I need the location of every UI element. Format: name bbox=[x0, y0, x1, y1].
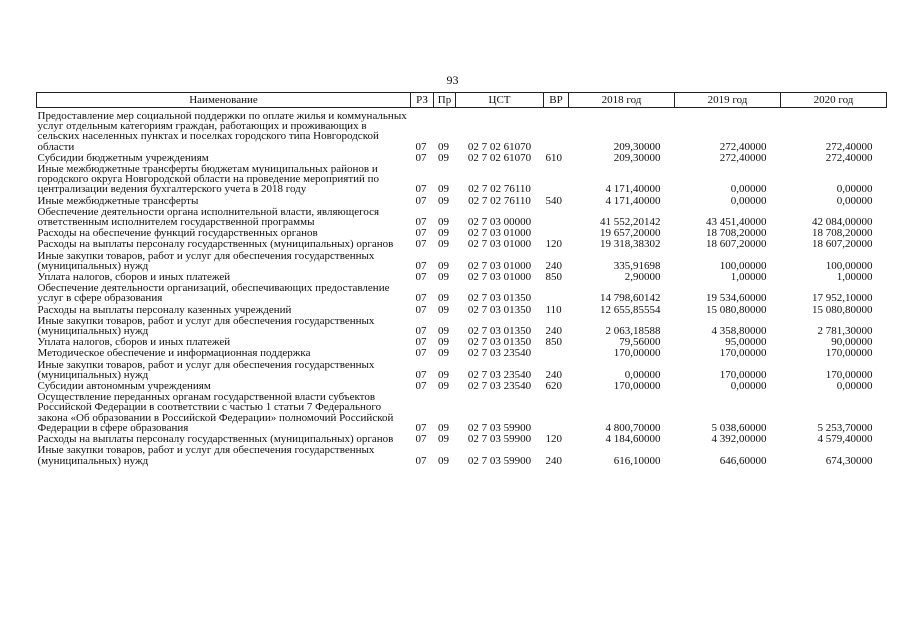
row-name: Субсидии бюджетным учреждениям bbox=[37, 151, 209, 164]
row-rz: 07 bbox=[415, 140, 427, 153]
row-2019: 170,00000 bbox=[719, 368, 767, 381]
row-2019: 170,00000 bbox=[719, 347, 767, 360]
row-2018: 170,00000 bbox=[613, 380, 661, 393]
row-2018: 19 657,20000 bbox=[600, 227, 661, 240]
row-2020: 90,00000 bbox=[831, 336, 873, 349]
row-pr: 09 bbox=[438, 325, 449, 338]
table-row bbox=[37, 316, 887, 337]
row-cst: 02 7 03 59900 bbox=[467, 421, 532, 434]
row-vr: 240 bbox=[545, 454, 562, 467]
row-2019: 100,00000 bbox=[719, 259, 767, 272]
table-row bbox=[37, 348, 887, 359]
row-name: Обеспечение деятельности организаций, обеспечивающих предоставление услуг в сфере образования bbox=[37, 282, 390, 305]
row-2018: 209,30000 bbox=[613, 151, 661, 164]
row-vr: 110 bbox=[545, 303, 562, 316]
row-2018: 209,30000 bbox=[613, 140, 661, 153]
budget-table bbox=[36, 92, 887, 467]
table-row bbox=[37, 251, 887, 272]
row-name: Методическое обеспечение и информационная поддержка bbox=[37, 347, 311, 360]
table-row bbox=[37, 392, 887, 434]
row-cst: 02 7 03 01350 bbox=[467, 292, 532, 305]
row-vr bbox=[544, 283, 569, 304]
row-rz: 07 bbox=[415, 259, 427, 272]
row-cst: 02 7 03 01000 bbox=[467, 227, 532, 240]
row-2019: 19 534,60000 bbox=[706, 292, 767, 305]
row-name: Субсидии автономным учреждениям bbox=[37, 380, 211, 393]
row-rz: 07 bbox=[415, 347, 427, 360]
table-row bbox=[37, 164, 887, 196]
row-2020: 42 084,00000 bbox=[812, 216, 873, 229]
row-rz: 07 bbox=[415, 227, 427, 240]
row-rz: 07 bbox=[415, 303, 427, 316]
row-2018: 2,90000 bbox=[624, 271, 661, 284]
row-cst: 02 7 03 23540 bbox=[467, 347, 532, 360]
row-pr: 09 bbox=[438, 421, 449, 434]
row-rz: 07 bbox=[415, 194, 427, 207]
row-pr: 09 bbox=[438, 259, 449, 272]
row-rz: 07 bbox=[415, 325, 427, 338]
row-vr: 240 bbox=[545, 259, 562, 272]
row-2020: 15 080,80000 bbox=[812, 303, 873, 316]
row-vr: 240 bbox=[545, 325, 562, 338]
row-rz: 07 bbox=[415, 238, 427, 251]
row-pr: 09 bbox=[438, 303, 449, 316]
row-rz: 07 bbox=[415, 380, 427, 393]
row-rz: 07 bbox=[415, 292, 427, 305]
row-2018: 79,56000 bbox=[619, 336, 661, 349]
row-name: Уплата налогов, сборов и иных платежей bbox=[37, 271, 231, 284]
header-rz: РЗ bbox=[411, 93, 434, 108]
header-2020: 2020 год bbox=[781, 93, 887, 108]
header-row bbox=[37, 93, 887, 108]
row-rz: 07 bbox=[415, 271, 427, 284]
row-name: Иные межбюджетные трансферты бюджетам муниципальных районов и городского округа Новгородской области на проведение мероприятий по централизации ведения бухгалтерского учета в 2018 году bbox=[37, 163, 380, 196]
row-cst: 02 7 02 61070 bbox=[467, 140, 532, 153]
row-vr: 850 bbox=[545, 336, 562, 349]
row-2019: 1,00000 bbox=[730, 271, 767, 284]
row-pr: 09 bbox=[438, 368, 449, 381]
row-pr: 09 bbox=[438, 292, 449, 305]
row-2018: 4 184,60000 bbox=[605, 433, 661, 446]
row-pr: 09 bbox=[438, 238, 449, 251]
row-vr: 540 bbox=[545, 194, 562, 207]
row-cst: 02 7 03 00000 bbox=[467, 216, 532, 229]
row-rz: 07 bbox=[415, 433, 427, 446]
header-cst: ЦСТ bbox=[456, 93, 544, 108]
row-vr bbox=[544, 348, 569, 359]
row-rz: 07 bbox=[415, 454, 427, 467]
header-pr: Пр bbox=[434, 93, 456, 108]
row-2020: 0,00000 bbox=[836, 194, 873, 207]
row-name: Расходы на обеспечение функций государственных органов bbox=[37, 227, 318, 240]
row-2019: 18 607,20000 bbox=[706, 238, 767, 251]
row-vr: 240 bbox=[545, 368, 562, 381]
row-2020: 2 781,30000 bbox=[817, 325, 873, 338]
row-cst: 02 7 03 23540 bbox=[467, 368, 532, 381]
row-2019: 15 080,80000 bbox=[706, 303, 767, 316]
row-pr: 09 bbox=[438, 227, 449, 240]
header-vr: ВР bbox=[544, 93, 569, 108]
row-name: Иные закупки товаров, работ и услуг для обеспечения государственных (муниципальных) нужд bbox=[37, 249, 375, 272]
row-pr: 09 bbox=[438, 140, 449, 153]
row-vr: 120 bbox=[545, 433, 562, 446]
row-name: Иные закупки товаров, работ и услуг для обеспечения государственных (муниципальных) нужд bbox=[37, 314, 375, 338]
row-2020: 170,00000 bbox=[825, 347, 873, 360]
table-row bbox=[37, 239, 887, 250]
row-vr bbox=[544, 108, 569, 153]
row-2019: 43 451,40000 bbox=[706, 216, 767, 229]
row-vr: 620 bbox=[545, 380, 562, 393]
row-2020: 170,00000 bbox=[825, 368, 873, 381]
row-2019: 0,00000 bbox=[730, 380, 767, 393]
row-cst: 02 7 03 01000 bbox=[467, 238, 532, 251]
row-name: Обеспечение деятельности органа исполнительной власти, являющегося ответственным исполнителем государственной программы bbox=[37, 205, 380, 229]
table-body bbox=[37, 108, 887, 467]
row-pr: 09 bbox=[438, 194, 449, 207]
row-2018: 12 655,85554 bbox=[600, 303, 661, 316]
row-2018: 4 171,40000 bbox=[605, 183, 661, 196]
row-name: Иные межбюджетные трансферты bbox=[37, 194, 199, 207]
row-pr: 09 bbox=[438, 433, 449, 446]
row-2020: 18 708,20000 bbox=[812, 227, 873, 240]
row-vr bbox=[544, 392, 569, 434]
row-2019: 18 708,20000 bbox=[706, 227, 767, 240]
row-2019: 0,00000 bbox=[730, 183, 767, 196]
row-2018: 170,00000 bbox=[613, 347, 661, 360]
row-rz: 07 bbox=[415, 421, 427, 434]
row-2019: 646,60000 bbox=[719, 454, 767, 467]
header-name: Наименование bbox=[37, 93, 411, 108]
row-cst: 02 7 03 01350 bbox=[467, 336, 532, 349]
table-row bbox=[37, 283, 887, 304]
row-cst: 02 7 03 01350 bbox=[467, 303, 532, 316]
row-cst: 02 7 03 01000 bbox=[467, 259, 532, 272]
row-2020: 17 952,10000 bbox=[812, 292, 873, 305]
row-rz: 07 bbox=[415, 183, 427, 196]
row-vr bbox=[544, 207, 569, 228]
row-2019: 272,40000 bbox=[719, 151, 767, 164]
row-rz: 07 bbox=[415, 216, 427, 229]
row-rz: 07 bbox=[415, 336, 427, 349]
row-2018: 2 063,18588 bbox=[605, 325, 661, 338]
row-cst: 02 7 02 76110 bbox=[468, 194, 531, 207]
row-2020: 5 253,70000 bbox=[817, 421, 873, 434]
row-2020: 272,40000 bbox=[825, 151, 873, 164]
row-vr: 120 bbox=[545, 238, 562, 251]
row-2018: 19 318,38302 bbox=[600, 238, 661, 251]
row-2020: 18 607,20000 bbox=[812, 238, 873, 251]
row-2019: 5 038,60000 bbox=[711, 421, 767, 434]
row-pr: 09 bbox=[438, 347, 449, 360]
row-2019: 4 358,80000 bbox=[711, 325, 767, 338]
row-2019: 272,40000 bbox=[719, 140, 767, 153]
row-name: Расходы на выплаты персоналу государственных (муниципальных) органов bbox=[37, 433, 394, 446]
row-vr bbox=[544, 164, 569, 196]
row-name: Осуществление переданных органам государственной власти субъектов Российской Федерации в соответствии с частью 1 статьи 7 Федерального закона «Об образовании в Российской Федерации» полномочий Российской Федерации в сфере образования bbox=[37, 391, 394, 434]
page-number: 93 bbox=[446, 73, 459, 87]
row-2018: 41 552,20142 bbox=[600, 216, 661, 229]
header-2019: 2019 год bbox=[675, 93, 781, 108]
row-pr: 09 bbox=[438, 271, 449, 284]
row-2020: 1,00000 bbox=[836, 271, 873, 284]
row-2019: 95,00000 bbox=[725, 336, 767, 349]
table-row bbox=[37, 445, 887, 466]
row-2018: 4 171,40000 bbox=[605, 194, 661, 207]
row-2020: 272,40000 bbox=[825, 140, 873, 153]
row-2020: 100,00000 bbox=[825, 259, 873, 272]
row-cst: 02 7 03 01000 bbox=[467, 271, 532, 284]
row-name: Иные закупки товаров, работ и услуг для обеспечения государственных (муниципальных) нужд bbox=[37, 358, 375, 381]
row-name: Иные закупки товаров, работ и услуг для обеспечения государственных (муниципальных) нужд bbox=[37, 444, 375, 467]
row-pr: 09 bbox=[438, 183, 449, 196]
row-cst: 02 7 02 76110 bbox=[468, 183, 531, 196]
row-2019: 4 392,00000 bbox=[711, 433, 767, 446]
header-2018: 2018 год bbox=[569, 93, 675, 108]
row-cst: 02 7 02 61070 bbox=[467, 151, 532, 164]
row-2020: 674,30000 bbox=[825, 454, 873, 467]
row-2018: 14 798,60142 bbox=[600, 292, 661, 305]
table-row bbox=[37, 360, 887, 381]
row-2018: 335,91698 bbox=[613, 259, 661, 272]
row-pr: 09 bbox=[438, 151, 449, 164]
row-cst: 02 7 03 23540 bbox=[467, 380, 532, 393]
row-pr: 09 bbox=[438, 454, 449, 467]
table-row bbox=[37, 108, 887, 153]
row-2020: 4 579,40000 bbox=[817, 433, 873, 446]
row-cst: 02 7 03 59900 bbox=[467, 433, 532, 446]
row-2018: 616,10000 bbox=[613, 454, 661, 467]
row-name: Расходы на выплаты персоналу государственных (муниципальных) органов bbox=[37, 238, 394, 251]
row-2020: 0,00000 bbox=[836, 183, 873, 196]
row-rz: 07 bbox=[415, 368, 427, 381]
row-2018: 4 800,70000 bbox=[605, 421, 661, 434]
row-2019: 0,00000 bbox=[730, 194, 767, 207]
row-2018: 0,00000 bbox=[624, 368, 661, 381]
row-vr: 610 bbox=[545, 151, 562, 164]
row-vr: 850 bbox=[545, 271, 562, 284]
table-row bbox=[37, 207, 887, 228]
row-name: Предоставление мер социальной поддержки по оплате жилья и коммунальных услуг отдельным категориям граждан, работающих и проживающих в сельских населенных пунктах и поселках городского типа Новгородской области bbox=[37, 110, 407, 153]
row-pr: 09 bbox=[438, 336, 449, 349]
row-name: Расходы на выплаты персоналу казенных учреждений bbox=[37, 303, 292, 316]
row-rz: 07 bbox=[415, 151, 427, 164]
row-cst: 02 7 03 01350 bbox=[467, 325, 532, 338]
row-name: Уплата налогов, сборов и иных платежей bbox=[37, 336, 231, 349]
row-pr: 09 bbox=[438, 380, 449, 393]
row-cst: 02 7 03 59900 bbox=[467, 454, 532, 467]
row-2020: 0,00000 bbox=[836, 380, 873, 393]
row-pr: 09 bbox=[438, 216, 449, 229]
